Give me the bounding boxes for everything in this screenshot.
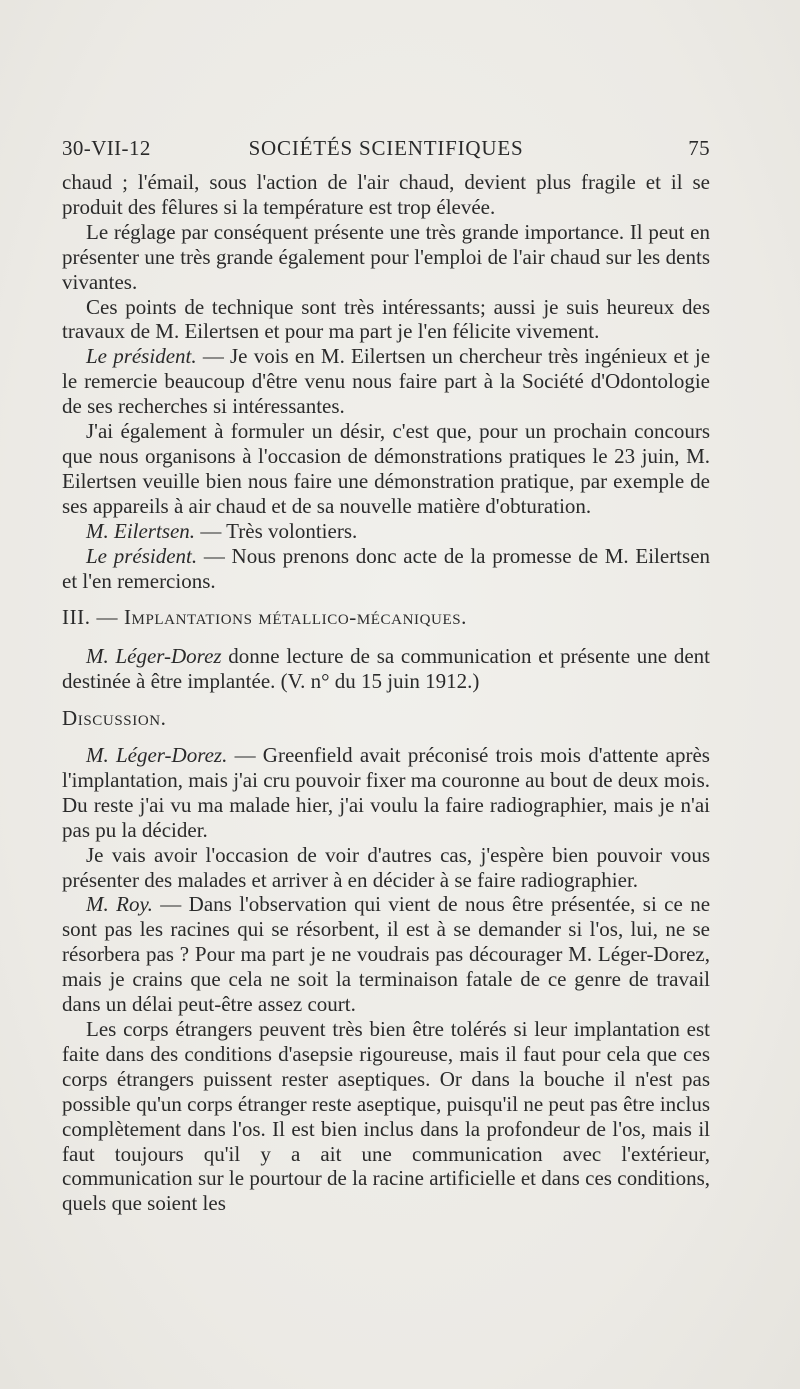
paragraph: M. Roy. — Dans l'observation qui vient de nous être présentée, si ce ne sont pas les racines qui se résorbent, il est à se demander si l'os, lui, ne se résorbera pas ? Pour ma part je ne voudrais pas décourager M. Léger-Dorez, mais je crains que cela ne soit la terminaison fatale de ce genre de travail dans un délai peut-être assez court. (62, 892, 711, 1017)
page-number: 75 (688, 136, 710, 160)
paragraph: J'ai également à formuler un désir, c'est que, pour un prochain concours que nous organisons à l'occasion de démonstrations pratiques le 23 juin, M. Eilertsen veuille bien nous faire une démonstration pratique, par exemple de ses appareils à air chaud et de sa nouvelle matière d'obturation. (62, 419, 710, 518)
paragraph: Ces points de technique sont très intéressants; aussi je suis heureux des travaux de M. Eilertsen et pour ma part je l'en félicite vivement. (62, 294, 710, 344)
speaker-name: M. Léger-Dorez (86, 644, 222, 669)
paragraph: Le réglage par conséquent présente une très grande importance. Il peut en présenter une très grande également pour l'emploi de l'air chaud sur les dents vivantes. (62, 219, 710, 294)
speaker-name: M. Léger-Dorez. (86, 743, 228, 768)
section-heading: III. — Implantations métallico-mécaniques. (62, 605, 468, 630)
body-text (62, 170, 710, 1216)
paragraph: M. Léger-Dorez. — Greenfield avait préconisé trois mois d'attente après l'implantation, mais j'ai cru pouvoir fixer ma couronne au bout de deux mois. Du reste j'ai vu ma malade hier, j'ai voulu la faire radiographier, mais je n'ai pas pu la décider. (62, 743, 710, 842)
paragraph: chaud ; l'émail, sous l'action de l'air chaud, devient plus fragile et il se produit des fêlures si la température est trop élevée. (62, 170, 710, 219)
paragraph: M. Eilertsen. — Très volontiers. (86, 518, 358, 543)
speaker-name: M. Eilertsen. (86, 518, 196, 543)
paragraph: Les corps étrangers peuvent très bien être tolérés si leur implantation est faite dans des conditions d'asepsie rigoureuse, mais il faut pour cela que ces corps étrangers puissent rester aseptiques. Or dans la bouche il n'est pas possible qu'un corps étranger reste aseptique, puisqu'il ne peut pas être inclus complètement dans l'os. Il est bien inclus dans la profondeur de l'os, mais il faut toujours qu'il y a ait une communication avec l'extérieur, communication sur le pourtour de la racine artificielle et dans ces conditions, quels que soient les (62, 1017, 710, 1216)
paragraph: Je vais avoir l'occasion de voir d'autres cas, j'espère bien pouvoir vous présenter des malades et arriver à en décider à se faire radiographier. (62, 842, 710, 892)
running-header (62, 136, 710, 166)
discussion-heading: Discussion. (62, 706, 167, 731)
paragraph: Le président. — Je vois en M. Eilertsen un chercheur très ingénieux et je le remercie beaucoup d'être venu nous faire part à la Société d'Odontologie de ses recherches si intéressantes. (62, 344, 711, 419)
paragraph: Le président. — Nous prenons donc acte de la promesse de M. Eilertsen et l'en remercions. (62, 543, 711, 593)
speaker-name: Le président. (86, 543, 198, 568)
header-date: 30-VII-12 (62, 136, 151, 160)
speaker-name: M. Roy. (86, 892, 153, 917)
header-title: SOCIÉTÉS SCIENTIFIQUES (248, 136, 524, 160)
paragraph: M. Léger-Dorez donne lecture de sa communication et présente une dent destinée à être implantée. (V. n° du 15 juin 1912.) (62, 644, 710, 694)
speaker-name: Le président. (86, 344, 197, 369)
